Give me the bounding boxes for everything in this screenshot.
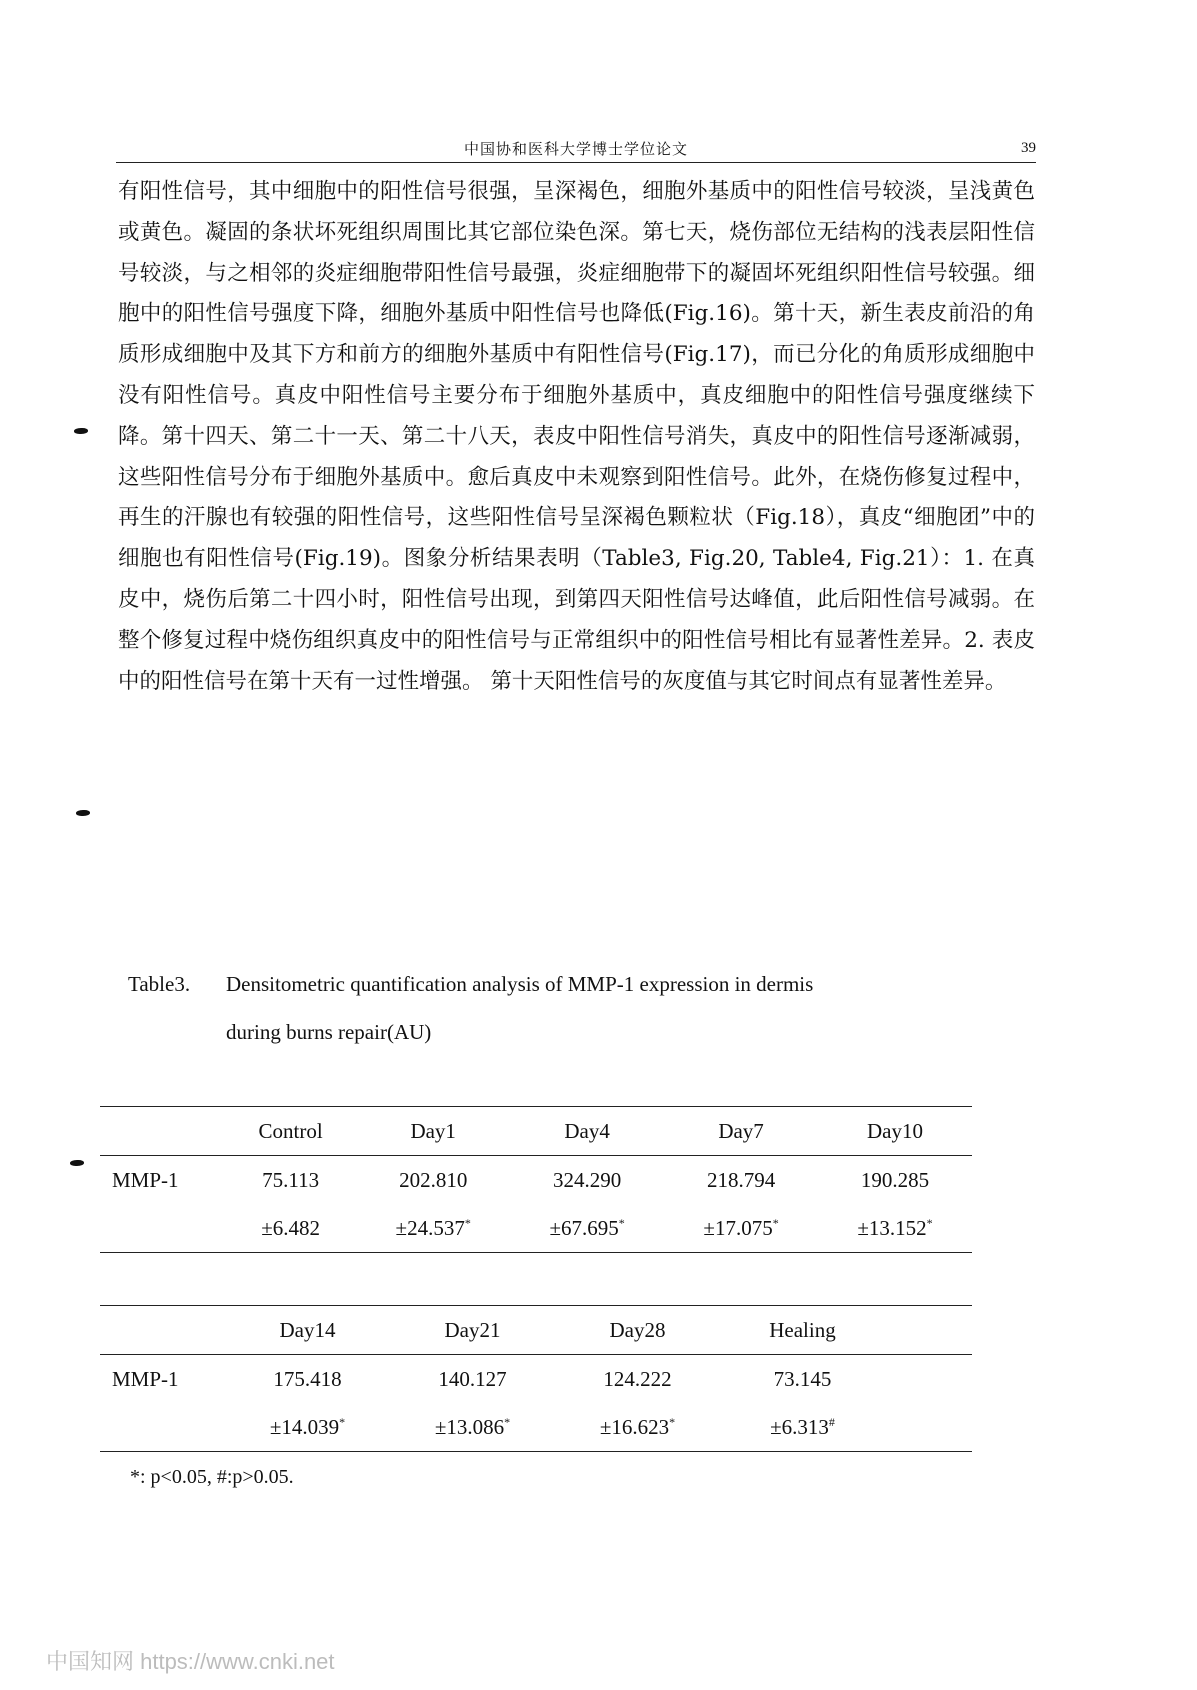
mean-cell: 75.113 (262, 1167, 320, 1192)
scan-mark (74, 428, 88, 434)
significance-mark: * (669, 1414, 676, 1429)
header-cell: Day21 (444, 1317, 501, 1342)
scan-mark (70, 1160, 84, 1166)
cnki-watermark: 中国知网 https://www.cnki.net (46, 1649, 335, 1674)
mean-cell: 190.285 (860, 1167, 930, 1192)
sd-value: ±24.537 (395, 1215, 465, 1240)
sd-cell (356, 1204, 510, 1253)
table-row-mean (100, 1355, 972, 1404)
table-caption (128, 960, 988, 1056)
table-bottom (100, 1305, 972, 1452)
table-header-row (100, 1107, 972, 1156)
table-row-sd (100, 1403, 972, 1452)
header-cell: Day14 (279, 1317, 336, 1342)
mean-cell: 218.794 (706, 1167, 776, 1192)
row-label: MMP-1 (112, 1167, 179, 1192)
header-cell (100, 1107, 225, 1156)
header-title: 中国协和医科大学博士学位论文 (463, 142, 688, 158)
header-cell: Healing (769, 1317, 836, 1342)
sd-cell (510, 1204, 664, 1253)
header-cell: Day10 (867, 1118, 924, 1143)
significance-mark: * (618, 1215, 625, 1230)
running-header (116, 138, 1036, 163)
table-row-sd (100, 1204, 972, 1253)
header-cell: Day1 (410, 1118, 456, 1143)
sd-value: ±17.075 (703, 1215, 773, 1240)
scan-mark (76, 810, 90, 816)
sd-value: ±13.086 (434, 1414, 505, 1439)
table-caption-line1: Densitometric quantification analysis of MMP-1 expression in dermis (226, 972, 814, 996)
sd-value: ±6.482 (261, 1215, 320, 1240)
sd-value: ±16.623 (599, 1414, 670, 1439)
page-number: 39 (1021, 140, 1036, 156)
body-paragraph: 有阳性信号，其中细胞中的阳性信号很强，呈深褐色，细胞外基质中的阳性信号较淡，呈浅黄色或黄色。凝固的条状坏死组织周围比其它部位染色深。第七天，烧伤部位无结构的浅表层阳性信号较淡，与之相邻的炎症细胞带阳性信号最强，炎症细胞带下的凝固坏死组织阳性信号较强。细胞中的阳性信号强度下降，细胞外基质中阳性信号也降低(Fig.16)。第十天，新生表皮前沿的角质形成细胞中及其下方和前方的细胞外基质中有阳性信号(Fig.17)，而已分化的角质形成细胞中没有阳性信号。真皮中阳性信号主要分布于细胞外基质中，真皮细胞中的阳性信号强度继续下降。第十四天、第二十一天、第二十八天，表皮中阳性信号消失，真皮中的阳性信号逐渐减弱，这些阳性信号分布于细胞外基质中。愈后真皮中未观察到阳性信号。此外，在烧伤修复过程中，再生的汗腺也有较强的阳性信号，这些阳性信号呈深褐色颗粒状（Fig.18），真皮“细胞团”中的细胞也有阳性信号(Fig.19)。图象分析结果表明（Table3, Fig.20, Table4, Fig.21）：1. 在真皮中，烧伤后第二十四小时，阳性信号出现，到第四天阳性信号达峰值，此后阳性信号减弱。在整个修复过程中烧伤组织真皮中的阳性信号与正常组织中的阳性信号相比有显著性差异。2. 表皮中的阳性信号在第十天有一过性增强。 第十天阳性信号的灰度值与其它时间点有显著性差异。 (118, 179, 1035, 694)
header-cell: Day28 (609, 1317, 666, 1342)
table-caption-line2: during burns repair(AU) (226, 1020, 432, 1044)
table-footnote: *: p<0.05, #:p>0.05. (130, 1466, 294, 1488)
mean-cell: 202.810 (399, 1167, 468, 1192)
sd-cell (225, 1204, 356, 1253)
sd-value: ±14.039 (269, 1414, 340, 1439)
sd-cell (818, 1204, 972, 1253)
table-label: Table3. (128, 972, 191, 996)
sd-value: ±6.313 (770, 1414, 829, 1439)
mean-cell: 140.127 (438, 1366, 507, 1391)
table-header-row (100, 1306, 972, 1355)
significance-mark: * (464, 1215, 471, 1230)
mean-cell: 175.418 (273, 1366, 342, 1391)
significance-mark: # (828, 1414, 835, 1429)
row-label: MMP-1 (112, 1366, 179, 1391)
table-row-mean (100, 1156, 972, 1205)
sd-cell (390, 1403, 555, 1452)
sd-cell (720, 1403, 885, 1452)
body-paragraph-block (118, 172, 1035, 702)
table-top (100, 1106, 972, 1253)
sd-cell (664, 1204, 818, 1253)
significance-mark: * (504, 1414, 511, 1429)
sd-cell (225, 1403, 390, 1452)
sd-value: ±67.695 (549, 1215, 619, 1240)
header-cell: Day4 (564, 1118, 610, 1143)
sd-value: ±13.152 (857, 1215, 927, 1240)
header-cell (100, 1306, 225, 1355)
mean-cell: 324.290 (553, 1167, 622, 1192)
sd-cell (555, 1403, 720, 1452)
header-cell: Control (258, 1118, 323, 1143)
significance-mark: * (339, 1414, 346, 1429)
mean-cell: 124.222 (603, 1366, 672, 1391)
significance-mark: * (772, 1215, 779, 1230)
mean-cell: 73.145 (773, 1366, 832, 1391)
header-cell: Day7 (718, 1118, 764, 1143)
significance-mark: * (926, 1215, 933, 1230)
